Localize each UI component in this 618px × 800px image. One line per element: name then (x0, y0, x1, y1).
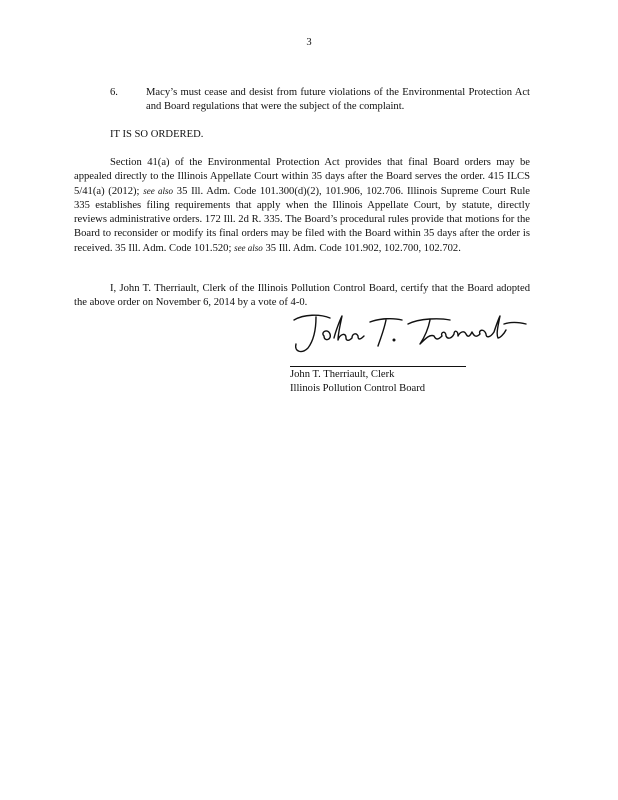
board-name: Illinois Pollution Control Board (290, 383, 426, 394)
signature-block (290, 368, 530, 396)
clerk-certification-paragraph: I, John T. Therriault, Clerk of the Illinois Pollution Control Board, certify that the Board adopted the above order on November 6, 2014 by a vote of 4-0. (74, 283, 530, 308)
so-ordered-statement: IT IS SO ORDERED. (110, 129, 204, 140)
see-also-citation-2: see also (234, 243, 263, 253)
handwritten-signature-graphic (290, 308, 530, 358)
appeal-text-part-2: 35 Ill. Adm. Code 101.300(d)(2), 101.906, 102.706. Illinois Supreme Court Rule 335 establishes filing requirements that apply when the Illinois Appellate Court, by statute, directly reviews administrative orders. 172 Ill. 2d R. 335. The Board’s procedural rules provide that motions for the Board to reconsider or modify its final orders may be filed with the Board within 35 days after the order is received. 35 Ill. Adm. Code 101.520; (74, 186, 530, 254)
clerk-signature (290, 308, 530, 358)
signature-line (290, 366, 466, 367)
order-item-number: 6. (110, 87, 118, 98)
appeal-rights-paragraph (74, 156, 530, 256)
order-item-6 (110, 86, 530, 114)
appeal-text-part-1: Section 41(a) of the Environmental Protection Act provides that final Board orders may be appealed directly to the Illinois Appellate Court within 35 days after the Board serves the order. 415 ILCS 5/41(a) (2012); (74, 157, 530, 197)
page-number: 3 (306, 37, 312, 48)
appeal-text-part-3: 35 Ill. Adm. Code 101.902, 102.700, 102.702. (265, 243, 461, 254)
order-item-text: Macy’s must cease and desist from future violations of the Environmental Protection Act and Board regulations that were the subject of the complaint. (146, 87, 530, 112)
see-also-citation-1: see also (143, 186, 174, 196)
clerk-name-title: John T. Therriault, Clerk (290, 369, 395, 380)
